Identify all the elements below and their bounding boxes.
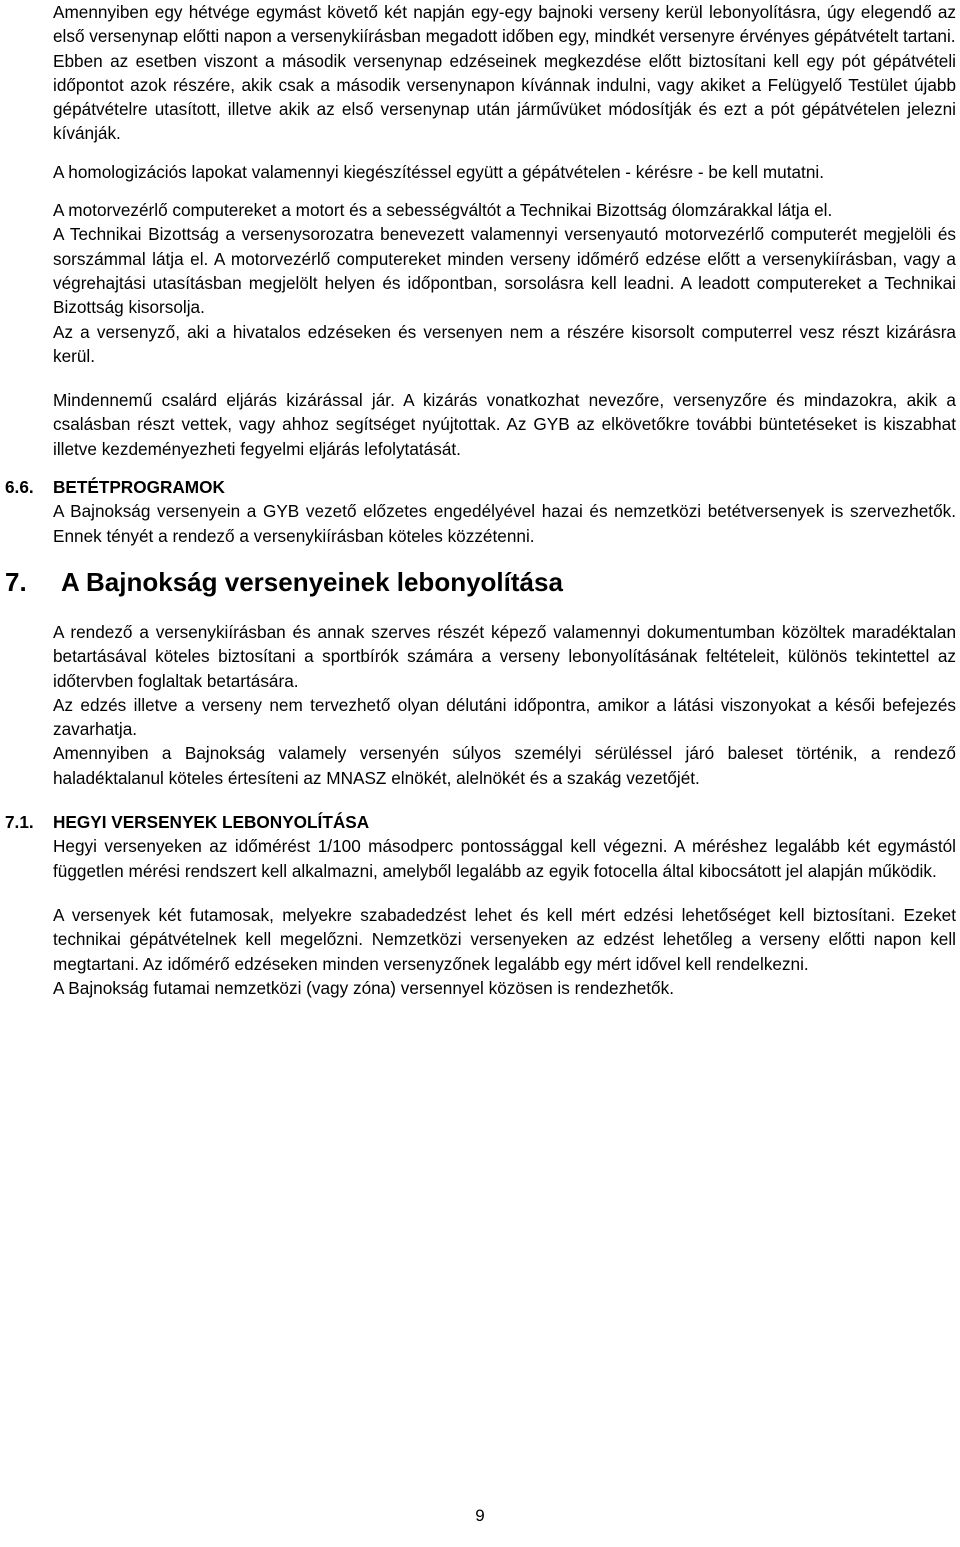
paragraph: Hegyi versenyeken az időmérést 1/100 másodperc pontossággal kell végezni. A méréshez legalább két egymástól független mérési rendszert kell alkalmazni, amelyből legalább az egyik fotocella által kibocsátott jel alapján működik. bbox=[53, 836, 956, 881]
section-title: BETÉTPROGRAMOK bbox=[53, 477, 225, 498]
page-content bbox=[5, 0, 956, 1000]
section-6-6 bbox=[5, 475, 956, 548]
page-number: 9 bbox=[475, 1506, 485, 1525]
paragraph: Mindennemű csalárd eljárás kizárással jár. A kizárás vonatkozhat nevezőre, versenyzőre és mindazokra, akik a csalásban részt vettek, vagy ahhoz segítséget nyújtottak. Az GYB az elkövetőkre további büntetéseket is kiszabhat illetve kezdeményezheti fegyelmi eljárás lefolytatását. bbox=[53, 390, 956, 459]
paragraph: Az a versenyző, aki a hivatalos edzéseken és versenyen nem a részére kisorsolt computerrel vesz részt kizárásra kerül. bbox=[53, 321, 956, 366]
section-title: HEGYI VERSENYEK LEBONYOLÍTÁSA bbox=[53, 812, 370, 833]
paragraph: A Bajnokság futamai nemzetközi (vagy zóna) versennyel közösen is rendezhetők. bbox=[53, 977, 674, 998]
paragraph: A Bajnokság versenyein a GYB vezető előzetes engedélyével hazai és nemzetközi betétversenyek is szervezhetők. Ennek tényét a rendező a versenykiírásban köteles közzétenni. bbox=[53, 501, 956, 546]
paragraph: A motorvezérlő computereket a motort és a sebességváltót a Technikai Bizottság ólomzárakkal látja el. bbox=[53, 200, 833, 221]
chapter-7-heading bbox=[5, 562, 956, 606]
paragraph: Az edzés illetve a verseny nem tervezhető olyan délutáni időpontra, amikor a látási viszonyokat a késői befejezés zavarhatja. bbox=[53, 694, 956, 740]
paragraph: Ebben az esetben viszont a második versenynap edzéseinek megkezdése előtt biztosítani kell egy pót gépátvételi időpontot azok részére, akik csak a második versenynapon kívánnak indulni, vagy akiket a Felügyelő Testület újabb gépátvételre utasított, illetve akik az első versenynap után járművüket módosítják és ezt a pót gépátvételen jelezni kívánják. bbox=[53, 50, 956, 144]
paragraph: A homologizációs lapokat valamennyi kiegészítéssel együtt a gépátvételen - kérésre - be kell mutatni. bbox=[53, 161, 824, 182]
chapter-title: A Bajnokság versenyeinek lebonyolítása bbox=[61, 566, 563, 597]
paragraph: Amennyiben a Bajnokság valamely versenyén súlyos személyi sérüléssel járó baleset történik, a rendező haladéktalanul köteles értesíteni az MNASZ elnökét, alelnökét és a szakág vezetőjét. bbox=[53, 743, 956, 788]
paragraph: A rendező a versenykiírásban és annak szerves részét képező valamennyi dokumentumban közöltek maradéktalan betartásával köteles biztosítani a sportbírók számára a verseny lebonyolításának feltételeit, különös tekintettel az időtervben foglaltak betartására. bbox=[53, 621, 956, 691]
section-7-1 bbox=[5, 810, 956, 1000]
paragraph: A versenyek két futamosak, melyekre szabadedzést lehet és kell mért edzési lehetőséget kell biztosítani. Ezeket technikai gépátvételnek kell megelőzni. Nemzetközi versenyeken az edzést lehetőleg a verseny előtti napon kell megtartani. Az időmérő edzéseken minden versenyzőnek legalább egy mért idővel kell rendelkezni. bbox=[53, 904, 956, 974]
paragraph: Amennyiben egy hétvége egymást követő két napján egy-egy bajnoki verseny kerül lebonyolításra, úgy elegendő az első versenynap előtti napon a versenykiírásban megadott időben egy, mindkét versenyre érvényes gépátvételt tartani. bbox=[53, 2, 956, 47]
section-number: 6.6. bbox=[5, 477, 34, 498]
section-number: 7.1. bbox=[5, 812, 34, 833]
paragraph: A Technikai Bizottság a versenysorozatra benevezett valamennyi versenyautó motorvezérlő computerét megjelöli és sorszámmal látja el. A motorvezérlő computereket minden verseny időmérő edzése előtt a versenykiírásban, vagy a végrehajtási utasításban megjelölt helyen és időpontban, sorsolásra kell leadni. A leadott computereket a Technikai Bizottság kisorsolja. bbox=[53, 224, 956, 318]
chapter-number: 7. bbox=[5, 566, 27, 597]
